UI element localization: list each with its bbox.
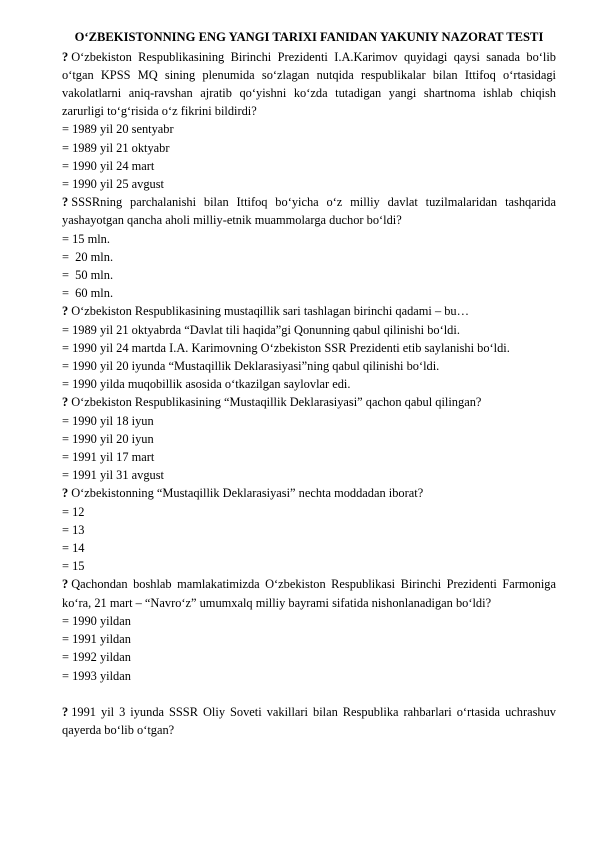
answer-option: = 1990 yil 25 avgust <box>62 177 164 192</box>
answer-option: = 1990 yil 20 iyunda “Mustaqillik Deklarasiyasi”ning qabul qilinishi bo‘ldi. <box>62 359 440 374</box>
answer-option: = 1990 yildan <box>62 613 131 628</box>
answer-option: = 20 mln. <box>62 249 114 264</box>
answer-option: = 1990 yilda muqobillik asosida o‘tkazilgan saylovlar edi. <box>62 377 351 392</box>
question-text <box>62 575 556 611</box>
question-mark: ? <box>62 577 69 592</box>
question-body: O‘zbekistonning “Mustaqillik Deklarasiyasi” nechta moddadan iborat? <box>71 486 424 501</box>
answer-option: = 1990 yil 20 iyun <box>62 431 154 446</box>
question-block <box>62 703 556 739</box>
question-mark: ? <box>62 304 69 319</box>
question-text <box>62 302 556 320</box>
answer-option: = 1993 yildan <box>62 668 131 683</box>
answer-option: = 1992 yildan <box>62 650 131 665</box>
answer-option: = 1991 yil 31 avgust <box>62 468 164 483</box>
document-title: O‘ZBEKISTONNING ENG YANGI TARIXI FANIDAN YAKUNIY NAZORAT TESTI <box>74 30 544 44</box>
question-body: O‘zbekiston Respublikasining “Mustaqillik Deklarasiyasi” qachon qabul qilingan? <box>71 395 482 410</box>
question-block <box>62 393 556 484</box>
question-mark: ? <box>62 395 69 410</box>
answer-option: = 15 <box>62 559 85 574</box>
question-text <box>62 393 556 411</box>
question-block <box>62 48 556 194</box>
question-text <box>62 484 556 502</box>
answer-option: = 1990 yil 18 iyun <box>62 413 154 428</box>
answer-option: = 12 <box>62 504 85 519</box>
question-block <box>62 302 556 393</box>
answer-option: = 1991 yildan <box>62 632 131 647</box>
answer-option: = 1989 yil 20 sentyabr <box>62 122 174 137</box>
answer-option: = 1990 yil 24 mart <box>62 158 155 173</box>
answer-option: = 15 mln. <box>62 231 110 246</box>
question-block <box>62 484 556 575</box>
question-text <box>62 703 556 739</box>
question-body: Qachondan boshlab mamlakatimizda O‘zbekiston Respublikasi Birinchi Prezidenti Farmoniga ko‘ra, 21 mart – “Navro‘z” umumxalq milliy bayrami sifatida nishonlanadigan bo‘ldi? <box>62 577 556 610</box>
answer-option: = 50 mln. <box>62 268 114 283</box>
question-body: O‘zbekiston Respublikasining Birinchi Prezidenti I.A.Karimov quyidagi qaysi sanada bo‘lib o‘tgan KPSS MQ sining plenumida so‘zlagan nutqida respublikalar bilan Ittifoq o‘rtasidagi vakolatlarni aniq-ravshan ajratib qo‘yishni ko‘zda tutadigan yangi shartnoma ishlab chiqish zarurligi to‘g‘risida o‘z fikrini bildirdi? <box>62 49 556 119</box>
question-body: 1991 yil 3 iyunda SSSR Oliy Soveti vakillari bilan Respublika rahbarlari o‘rtasida uchrashuv qayerda bo‘lib o‘tgan? <box>62 704 556 737</box>
question-mark: ? <box>62 704 69 719</box>
question-block <box>62 575 556 684</box>
question-mark: ? <box>62 486 69 501</box>
question-mark: ? <box>62 49 69 64</box>
blank-line <box>62 685 556 703</box>
answer-option: = 1989 yil 21 oktyabr <box>62 140 170 155</box>
answer-option: = 14 <box>62 541 85 556</box>
question-body: SSSRning parchalanishi bilan Ittifoq bo‘yicha o‘z milliy davlat tuzilmalaridan tashqarida yashayotgan qancha aholi milliy-etnik muammolarga duchor bo‘ldi? <box>62 195 556 228</box>
answer-option: = 13 <box>62 522 85 537</box>
question-mark: ? <box>62 195 69 210</box>
answer-option: = 60 mln. <box>62 286 114 301</box>
question-text <box>62 48 556 121</box>
question-body: O‘zbekiston Respublikasining mustaqillik sari tashlagan birinchi qadami – bu… <box>71 304 470 319</box>
answer-option: = 1990 yil 24 martda I.A. Karimovning O‘zbekiston SSR Prezidenti etib saylanishi bo‘ldi. <box>62 340 510 355</box>
answer-option: = 1989 yil 21 oktyabrda “Davlat tili haqida”gi Qonunning qabul qilinishi bo‘ldi. <box>62 322 460 337</box>
question-text <box>62 193 556 229</box>
answer-option: = 1991 yil 17 mart <box>62 450 155 465</box>
question-block <box>62 193 556 302</box>
